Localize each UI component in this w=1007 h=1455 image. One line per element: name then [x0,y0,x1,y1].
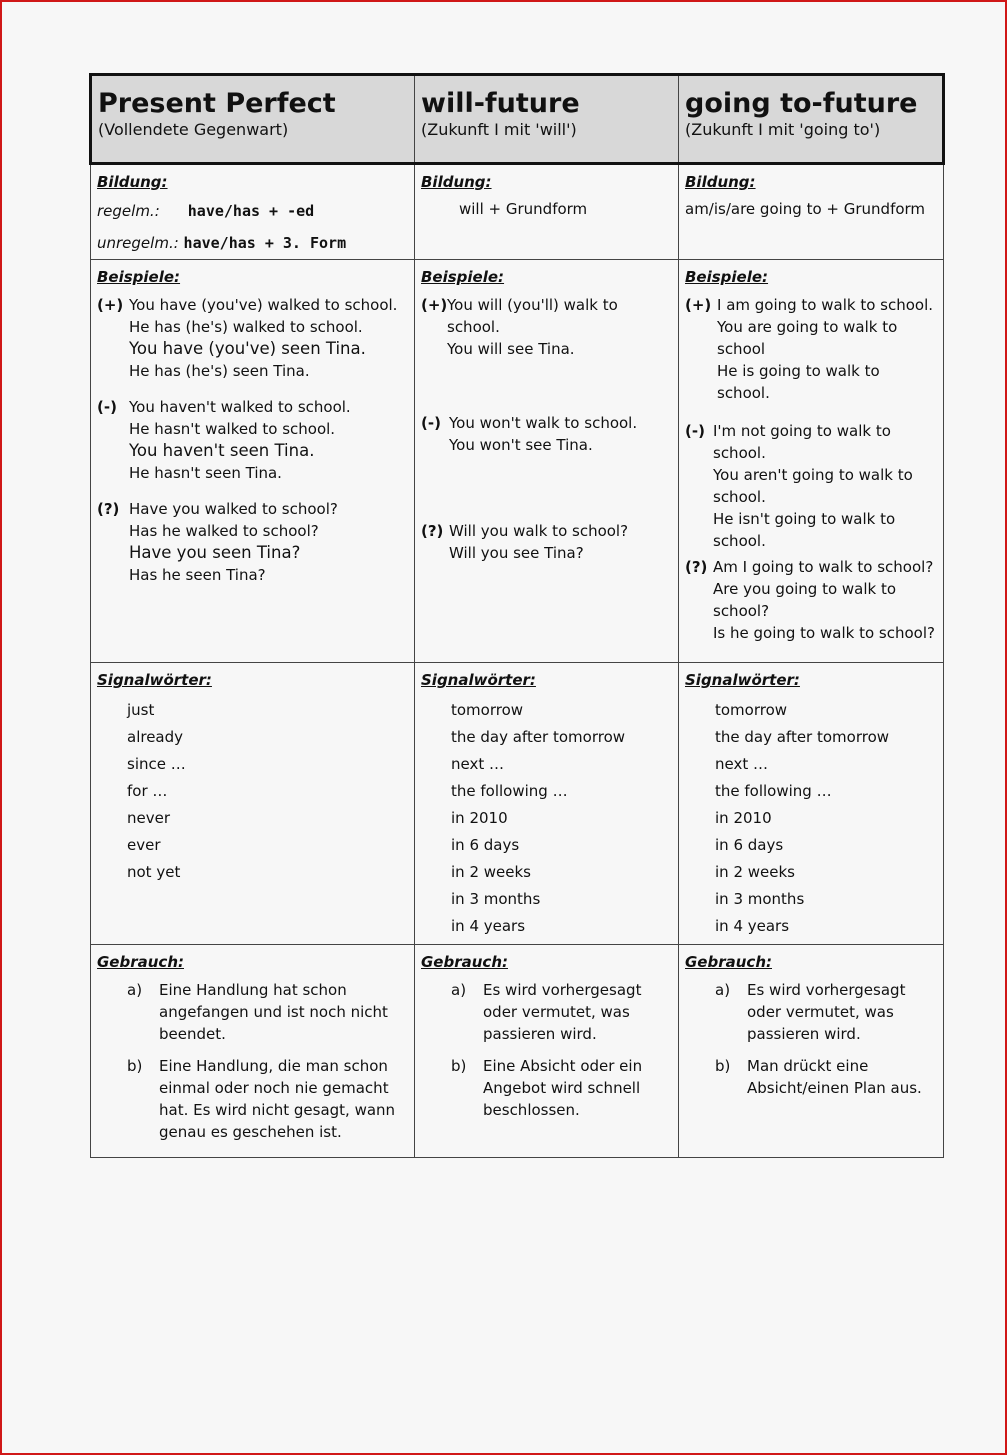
plus-marker: (+) [685,296,712,314]
section-label: Beispiele: [685,268,769,286]
example-sentence: He hasn't walked to school. [129,420,336,438]
usage-letter: b) [715,1057,731,1075]
signal-word: in 4 years [715,917,790,935]
usage-item [451,979,672,1045]
bildung-cell-will-future [415,164,679,260]
signal-word: in 2 weeks [715,863,795,881]
section-label: Gebrauch: [97,953,184,971]
signal-word: the day after tomorrow [715,728,890,746]
example-sentence: You won't see Tina. [449,436,593,454]
signalwoerter-row [91,663,944,945]
section-label: Signalwörter: [97,671,212,689]
section-label: Gebrauch: [421,953,508,971]
signal-word: the following … [715,782,832,800]
negative-examples [97,396,408,484]
usage-list [127,979,408,1143]
usage-text: Man drückt eine Absicht/einen Plan aus. [747,1057,922,1097]
rule-key: unregelm.: [97,234,179,252]
gebrauch-cell-present-perfect [91,945,415,1158]
usage-letter: a) [127,981,143,999]
rule-regular [97,199,408,223]
question-examples [421,520,672,564]
example-sentence: Have you walked to school? [129,500,338,518]
signal-word: in 3 months [715,890,805,908]
column-subtitle: (Vollendete Gegenwart) [98,120,289,139]
positive-examples [685,294,937,404]
column-subtitle: (Zukunft I mit 'will') [421,120,577,139]
question-examples [97,498,408,586]
example-sentence: You have (you've) walked to school. [129,296,398,314]
section-label: Bildung: [421,173,492,191]
example-sentence: He isn't going to walk to [713,510,896,528]
positive-examples [97,294,408,382]
section-label: Beispiele: [421,268,505,286]
usage-text: Eine Handlung, die man schon einmal oder noch nie gemacht hat. Es wird nicht gesagt, wann genau es geschehen ist. [159,1057,396,1141]
signalwoerter-cell-will-future [415,663,679,945]
rule-value: have/has + -ed [187,202,315,220]
column-title: Present Perfect [98,88,336,119]
example-sentence: He hasn't seen Tina. [129,464,282,482]
example-sentence: Have you seen Tina? [129,543,301,562]
example-sentence: You will see Tina. [447,340,575,358]
col-header-will-future [415,75,679,164]
example-sentence: I'm not going to walk to school. [713,422,891,462]
positive-examples [421,294,672,360]
signalwoerter-cell-going-to-future [679,663,944,945]
bildung-cell-going-to-future [679,164,944,260]
column-title: going to-future [685,88,918,119]
usage-item [127,979,408,1045]
section-label: Gebrauch: [685,953,772,971]
example-sentence: You aren't going to walk to [713,466,913,484]
signal-word: the day after tomorrow [451,728,626,746]
signal-word: never [127,809,171,827]
gebrauch-cell-will-future [415,945,679,1158]
signal-word: tomorrow [715,701,788,719]
bildung-row [91,164,944,260]
signal-word: in 4 years [451,917,526,935]
signal-word: ever [127,836,161,854]
rule-text: am/is/are going to + Grundform [685,200,926,218]
usage-text: Eine Handlung hat schon angefangen und ist noch nicht beendet. [159,981,388,1043]
question-examples [685,556,937,644]
signal-word: just [127,701,155,719]
usage-letter: a) [715,981,731,999]
section-label: Signalwörter: [421,671,536,689]
example-sentence: You won't walk to school. [449,414,638,432]
usage-letter: b) [127,1057,143,1075]
question-marker: (?) [97,500,120,518]
usage-item [715,979,937,1045]
beispiele-row [91,260,944,663]
column-subtitle: (Zukunft I mit 'going to') [685,120,881,139]
plus-marker: (+) [97,296,124,314]
example-sentence: He has (he's) walked to school. [129,318,363,336]
minus-marker: (-) [421,414,441,432]
rule-irregular [97,231,408,255]
section-label: Bildung: [97,173,168,191]
usage-text: Eine Absicht oder ein Angebot wird schnell beschlossen. [483,1057,643,1119]
example-sentence: You haven't walked to school. [129,398,351,416]
header-row [91,75,944,164]
section-label: Bildung: [685,173,756,191]
gebrauch-cell-going-to-future [679,945,944,1158]
gebrauch-row [91,945,944,1158]
column-title: will-future [421,88,580,119]
example-sentence: You will (you'll) walk to school. [447,296,618,336]
example-sentence: school? [713,602,770,620]
signal-word: not yet [127,863,181,881]
example-sentence: Is he going to walk to school? [713,624,935,642]
beispiele-cell-present-perfect [91,260,415,663]
example-sentence: Are you going to walk to [713,580,897,598]
usage-letter: b) [451,1057,467,1075]
signalwoerter-cell-present-perfect [91,663,415,945]
example-sentence: Has he seen Tina? [129,566,266,584]
plus-marker: (+) [421,296,448,314]
signal-word-list [451,697,672,940]
tense-table [89,73,945,1158]
question-marker: (?) [421,522,444,540]
signal-word: in 6 days [715,836,784,854]
signal-word: in 2 weeks [451,863,531,881]
signal-word: next … [715,755,768,773]
rule-text: will + Grundform [459,200,588,218]
negative-examples [685,420,937,552]
usage-text: Es wird vorhergesagt oder vermutet, was passieren wird. [483,981,642,1043]
signal-word: in 2010 [715,809,772,827]
signal-word: the following … [451,782,568,800]
signal-word: in 6 days [451,836,520,854]
signal-word: tomorrow [451,701,524,719]
example-sentence: I am going to walk to school. [717,296,934,314]
usage-item [451,1055,672,1121]
signal-word-list [127,697,408,886]
signal-word: next … [451,755,504,773]
usage-list [451,979,672,1121]
usage-item [127,1055,408,1143]
example-sentence: He is going to walk to school. [717,362,880,402]
signal-word: since … [127,755,186,773]
example-sentence: school. [713,532,766,550]
minus-marker: (-) [685,422,705,440]
signal-word: in 2010 [451,809,508,827]
beispiele-cell-going-to-future [679,260,944,663]
example-sentence: Has he walked to school? [129,522,319,540]
example-sentence: Am I going to walk to school? [713,558,934,576]
minus-marker: (-) [97,398,117,416]
usage-item [715,1055,937,1099]
usage-letter: a) [451,981,467,999]
section-label: Signalwörter: [685,671,800,689]
beispiele-cell-will-future [415,260,679,663]
example-sentence: You have (you've) seen Tina. [129,339,366,358]
example-sentence: He has (he's) seen Tina. [129,362,310,380]
col-header-going-to-future [679,75,944,164]
col-header-present-perfect [91,75,415,164]
example-sentence: Will you see Tina? [449,544,584,562]
rule-key: regelm.: [97,202,160,220]
negative-examples [421,412,672,456]
signal-word-list [715,697,937,940]
section-label: Beispiele: [97,268,181,286]
question-marker: (?) [685,558,708,576]
example-sentence: school. [713,488,766,506]
signal-word: already [127,728,184,746]
example-sentence: You are going to walk to school [717,318,898,358]
example-sentence: Will you walk to school? [449,522,629,540]
usage-list [715,979,937,1099]
signal-word: in 3 months [451,890,541,908]
rule-value: have/has + 3. Form [183,234,347,252]
example-sentence: You haven't seen Tina. [129,441,315,460]
bildung-cell-present-perfect [91,164,415,260]
usage-text: Es wird vorhergesagt oder vermutet, was passieren wird. [747,981,906,1043]
signal-word: for … [127,782,168,800]
